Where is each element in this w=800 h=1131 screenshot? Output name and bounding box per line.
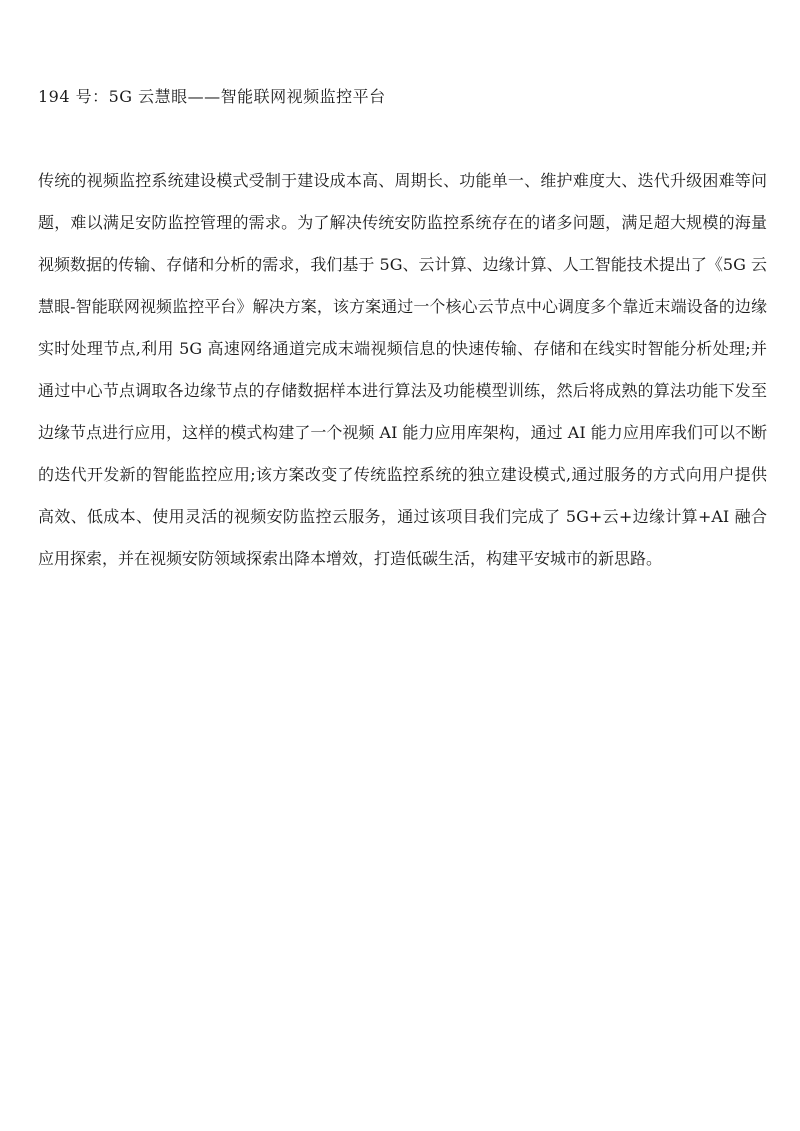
document-paragraph: 传统的视频监控系统建设模式受制于建设成本高、周期长、功能单一、维护难度大、迭代升级困难等问题，难以满足安防监控管理的需求。为了解决传统安防监控系统存在的诸多问题，满足超大规模的海量视频数据的传输、存储和分析的需求，我们基于 5G、云计算、边缘计算、人工智能技术提出了《5G 云慧眼-智能联网视频监控平台》解决方案，该方案通过一个核心云节点中心调度多个靠近末端设备的边缘实时处理节点,利用 5G 高速网络通道完成末端视频信息的快速传输、存储和在线实时智能分析处理;并通过中心节点调取各边缘节点的存储数据样本进行算法及功能模型训练，然后将成熟的算法功能下发至边缘节点进行应用，这样的模式构建了一个视频 AI 能力应用库架构，通过 AI 能力应用库我们可以不断的迭代开发新的智能监控应用;该方案改变了传统监控系统的独立建设模式,通过服务的方式向用户提供高效、低成本、使用灵活的视频安防监控云服务，通过该项目我们完成了 5G+云+边缘计算+AI 融合应用探索，并在视频安防领域探索出降本增效，打造低碳生活，构建平安城市的新思路。	[38, 171, 767, 568]
document-title: 194 号：5G 云慧眼——智能联网视频监控平台	[38, 87, 386, 106]
